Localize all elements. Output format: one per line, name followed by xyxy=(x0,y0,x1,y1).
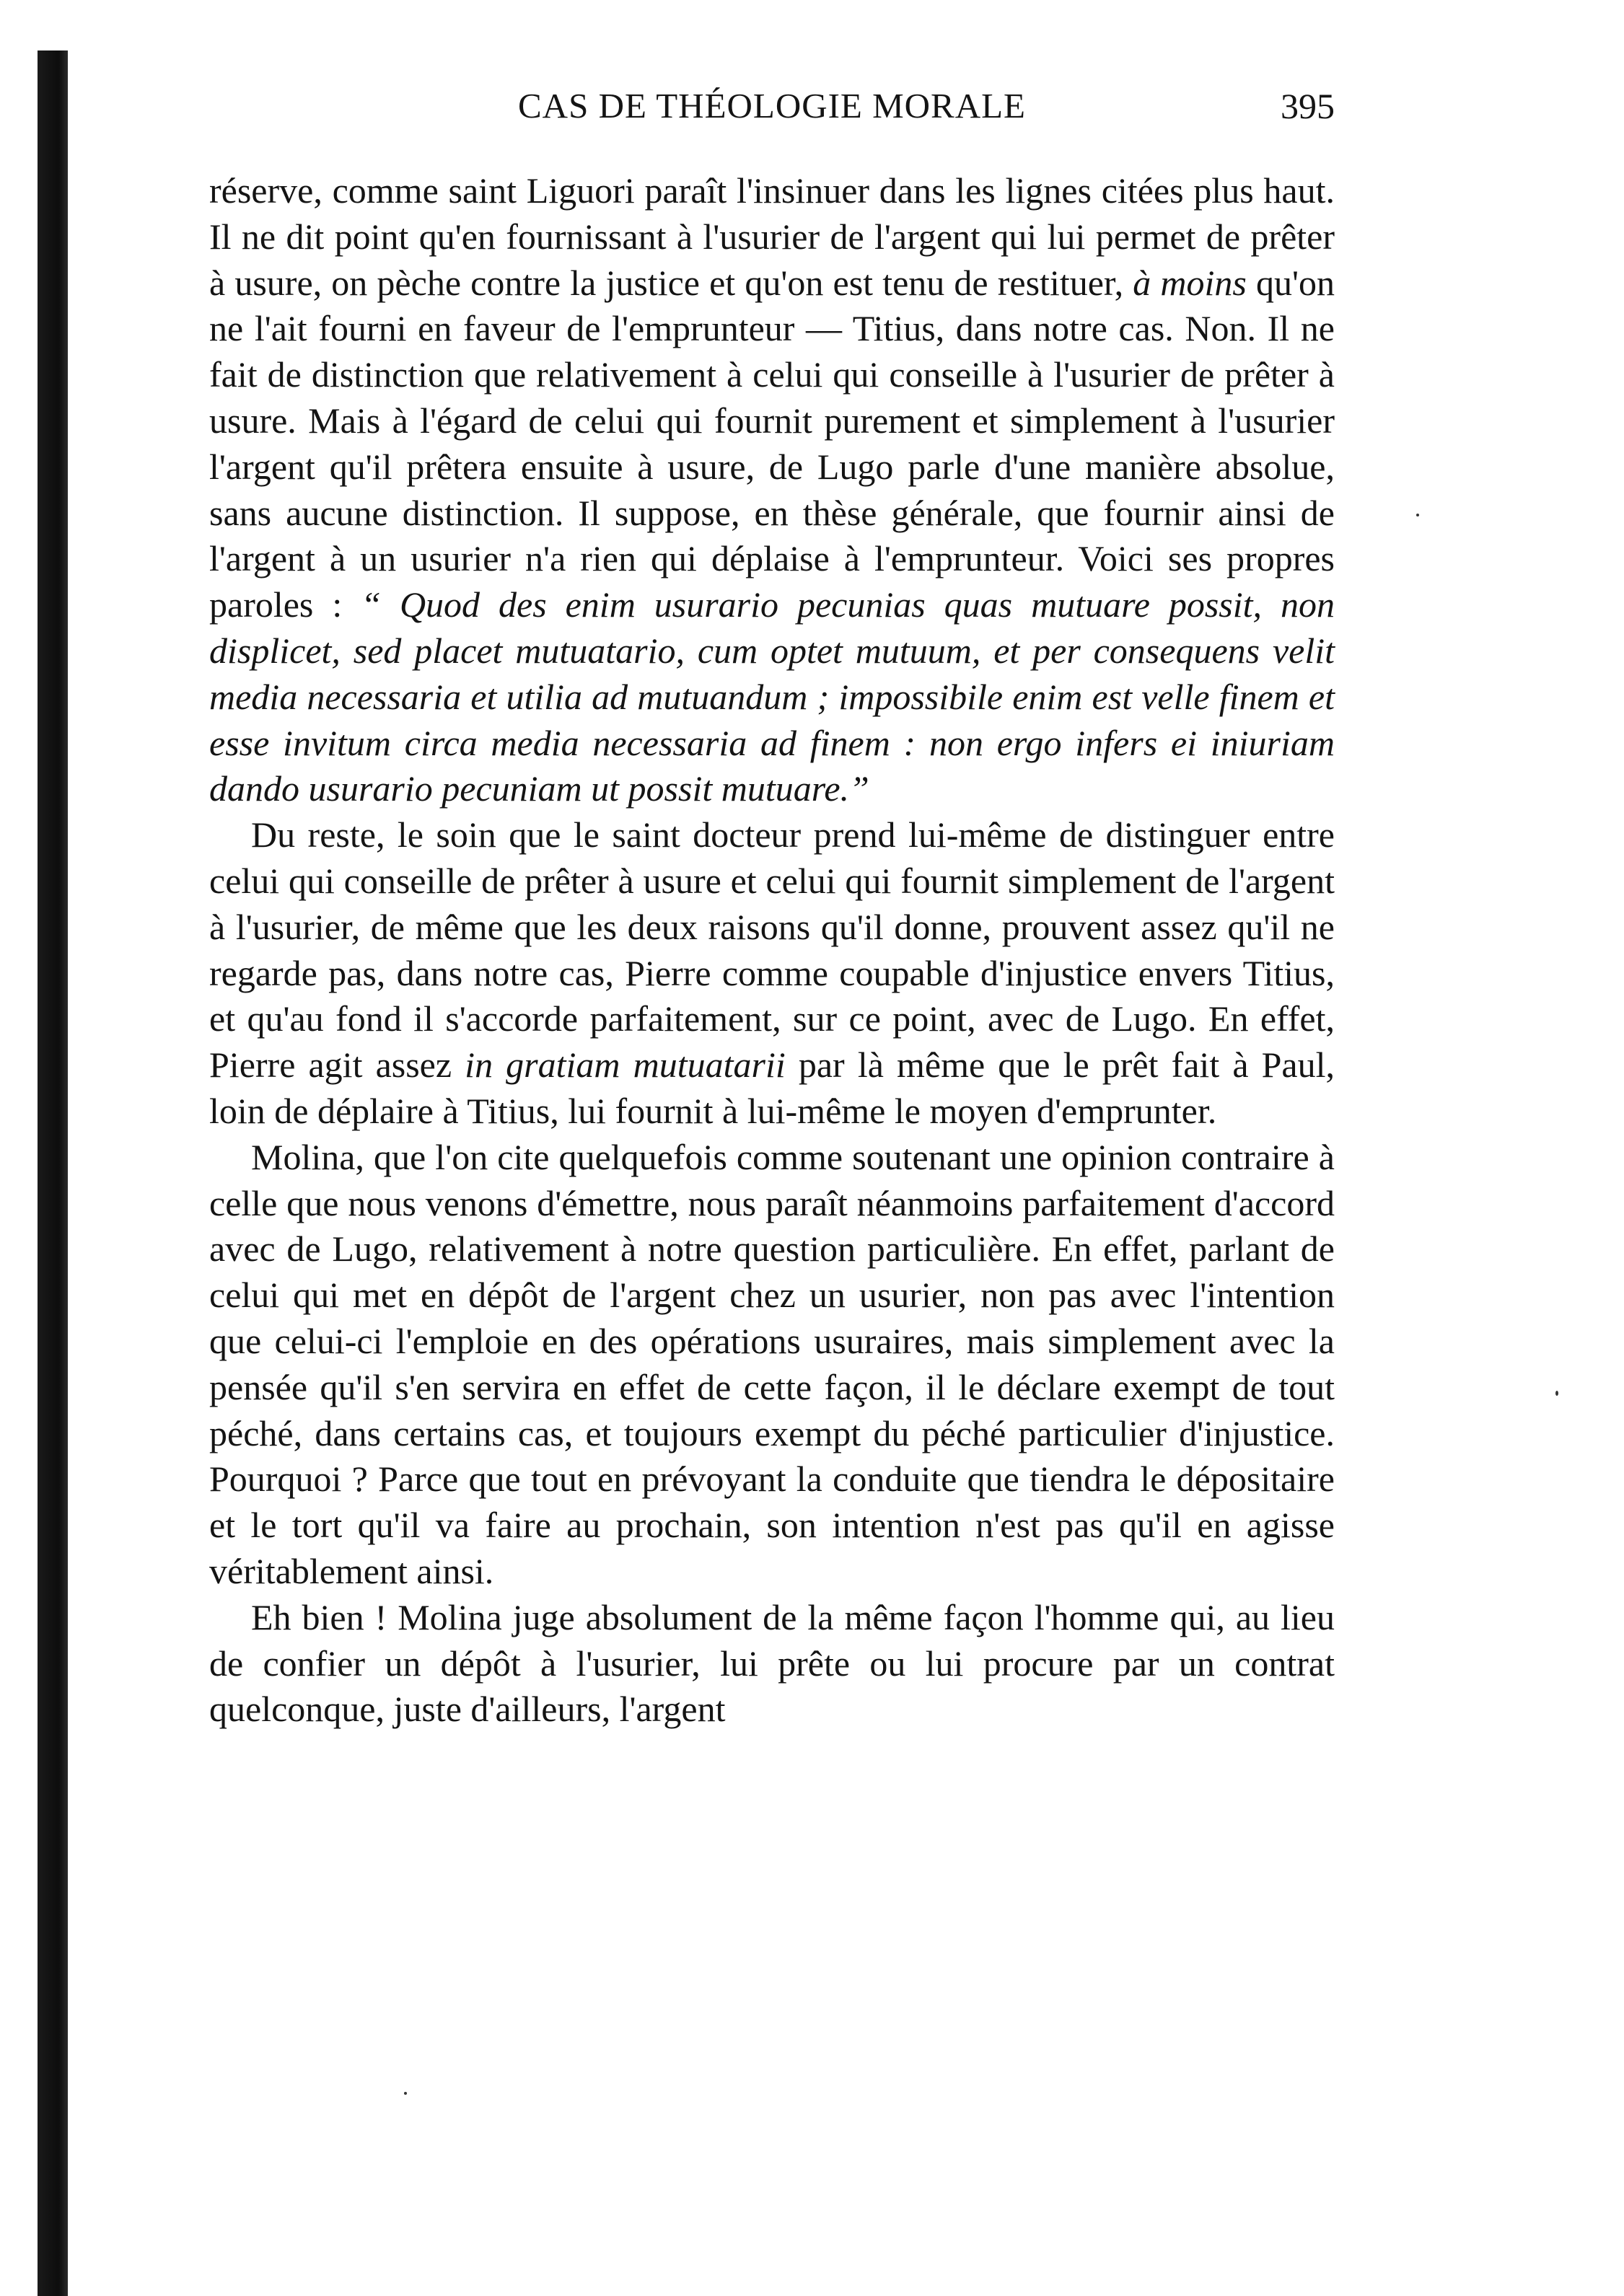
running-title: CAS DE THÉOLOGIE MORALE xyxy=(518,86,1026,126)
latin-quotation: “ Quod des enim usurario pecunias quas mutuare possit, non displicet, sed placet mutuatario, cum optet mutuum, et per consequens velit media necessaria et utilia ad mutuandum ; impossibile enim est velle finem et esse invitum circa media necessaria ad finem : non ergo infers ei iniuriam dando usurario pecuniam ut possit mutuare.” xyxy=(209,584,1335,809)
paragraph-4 xyxy=(209,1595,1335,1733)
paragraph-2 xyxy=(209,812,1335,1135)
paragraph-1 xyxy=(209,168,1335,812)
page-number: 395 xyxy=(1281,86,1335,126)
paragraph-1-text-continued: qu'on ne l'ait fourni en faveur de l'emprunteur — Titius, dans notre cas. Non. Il ne fait de distinction que relativement à celui qui conseille à l'usurier de prêter à usure. Mais à l'égard de celui qui fournit purement et simplement à l'usurier l'argent qu'il prêtera ensuite à usure, de Lugo parle d'une manière absolue, sans aucune distinction. Il suppose, en thèse générale, que fournir ainsi de l'argent à un usurier n'a rien qui déplaise à l'emprunteur. Voici ses propres paroles : xyxy=(209,262,1335,625)
paragraph-1-text: réserve, comme saint Liguori paraît l'insinuer dans les lignes citées plus haut. Il ne dit point qu'en fournissant à l'usurier de l'argent qui lui permet de prêter à usure, on pèche contre la justice et qu'on est tenu de restituer, xyxy=(209,170,1335,303)
paragraph-2-text: Du reste, le soin que le saint docteur prend lui-même de distinguer entre celui qui conseille de prêter à usure et celui qui fournit simplement de l'argent à l'usurier, de même que les deux raisons qu'il donne, prouvent assez qu'il ne regarde pas, dans notre cas, Pierre comme coupable d'injustice envers Titius, et qu'au fond il s'accorde parfaitement, sur ce point, avec de Lugo. En effet, Pierre agit assez xyxy=(209,814,1335,1086)
paragraph-2-text-continued: par là même que le prêt fait à Paul, loin de déplaire à Titius, lui fournit à lui-même le moyen d'emprunter. xyxy=(209,1044,1335,1131)
book-binding-edge xyxy=(38,50,68,2296)
paragraph-3 xyxy=(209,1135,1335,1595)
body-text xyxy=(209,168,1335,1733)
paragraph-2-emphasis: in gratiam mutuatarii xyxy=(465,1044,786,1086)
paragraph-4-text: Eh bien ! Molina juge absolument de la même façon l'homme qui, au lieu de confier un dépôt à l'usurier, lui prête ou lui procure par un contrat quelconque, juste d'ailleurs, l'argent xyxy=(209,1596,1335,1730)
speck xyxy=(1555,1391,1558,1396)
speck xyxy=(1416,514,1419,516)
page-header xyxy=(209,85,1335,143)
paragraph-1-emphasis: à moins xyxy=(1133,262,1247,303)
speck xyxy=(404,2092,407,2095)
paragraph-3-text: Molina, que l'on cite quelquefois comme soutenant une opinion contraire à celle que nous venons d'émettre, nous paraît néanmoins parfaitement d'accord avec de Lugo, relativement à notre question particulière. En effet, parlant de celui qui met en dépôt de l'argent chez un usurier, non pas avec l'intention que celui-ci l'emploie en des opérations usuraires, mais simplement avec la pensée qu'il s'en servira en effet de cette façon, il le déclare exempt de tout péché, dans certains cas, et toujours exempt du péché particulier d'injustice. Pourquoi ? Parce que tout en prévoyant la conduite que tiendra le dépositaire et le tort qu'il va faire au prochain, son intention n'est pas qu'il en agisse véritablement ainsi. xyxy=(209,1136,1335,1591)
